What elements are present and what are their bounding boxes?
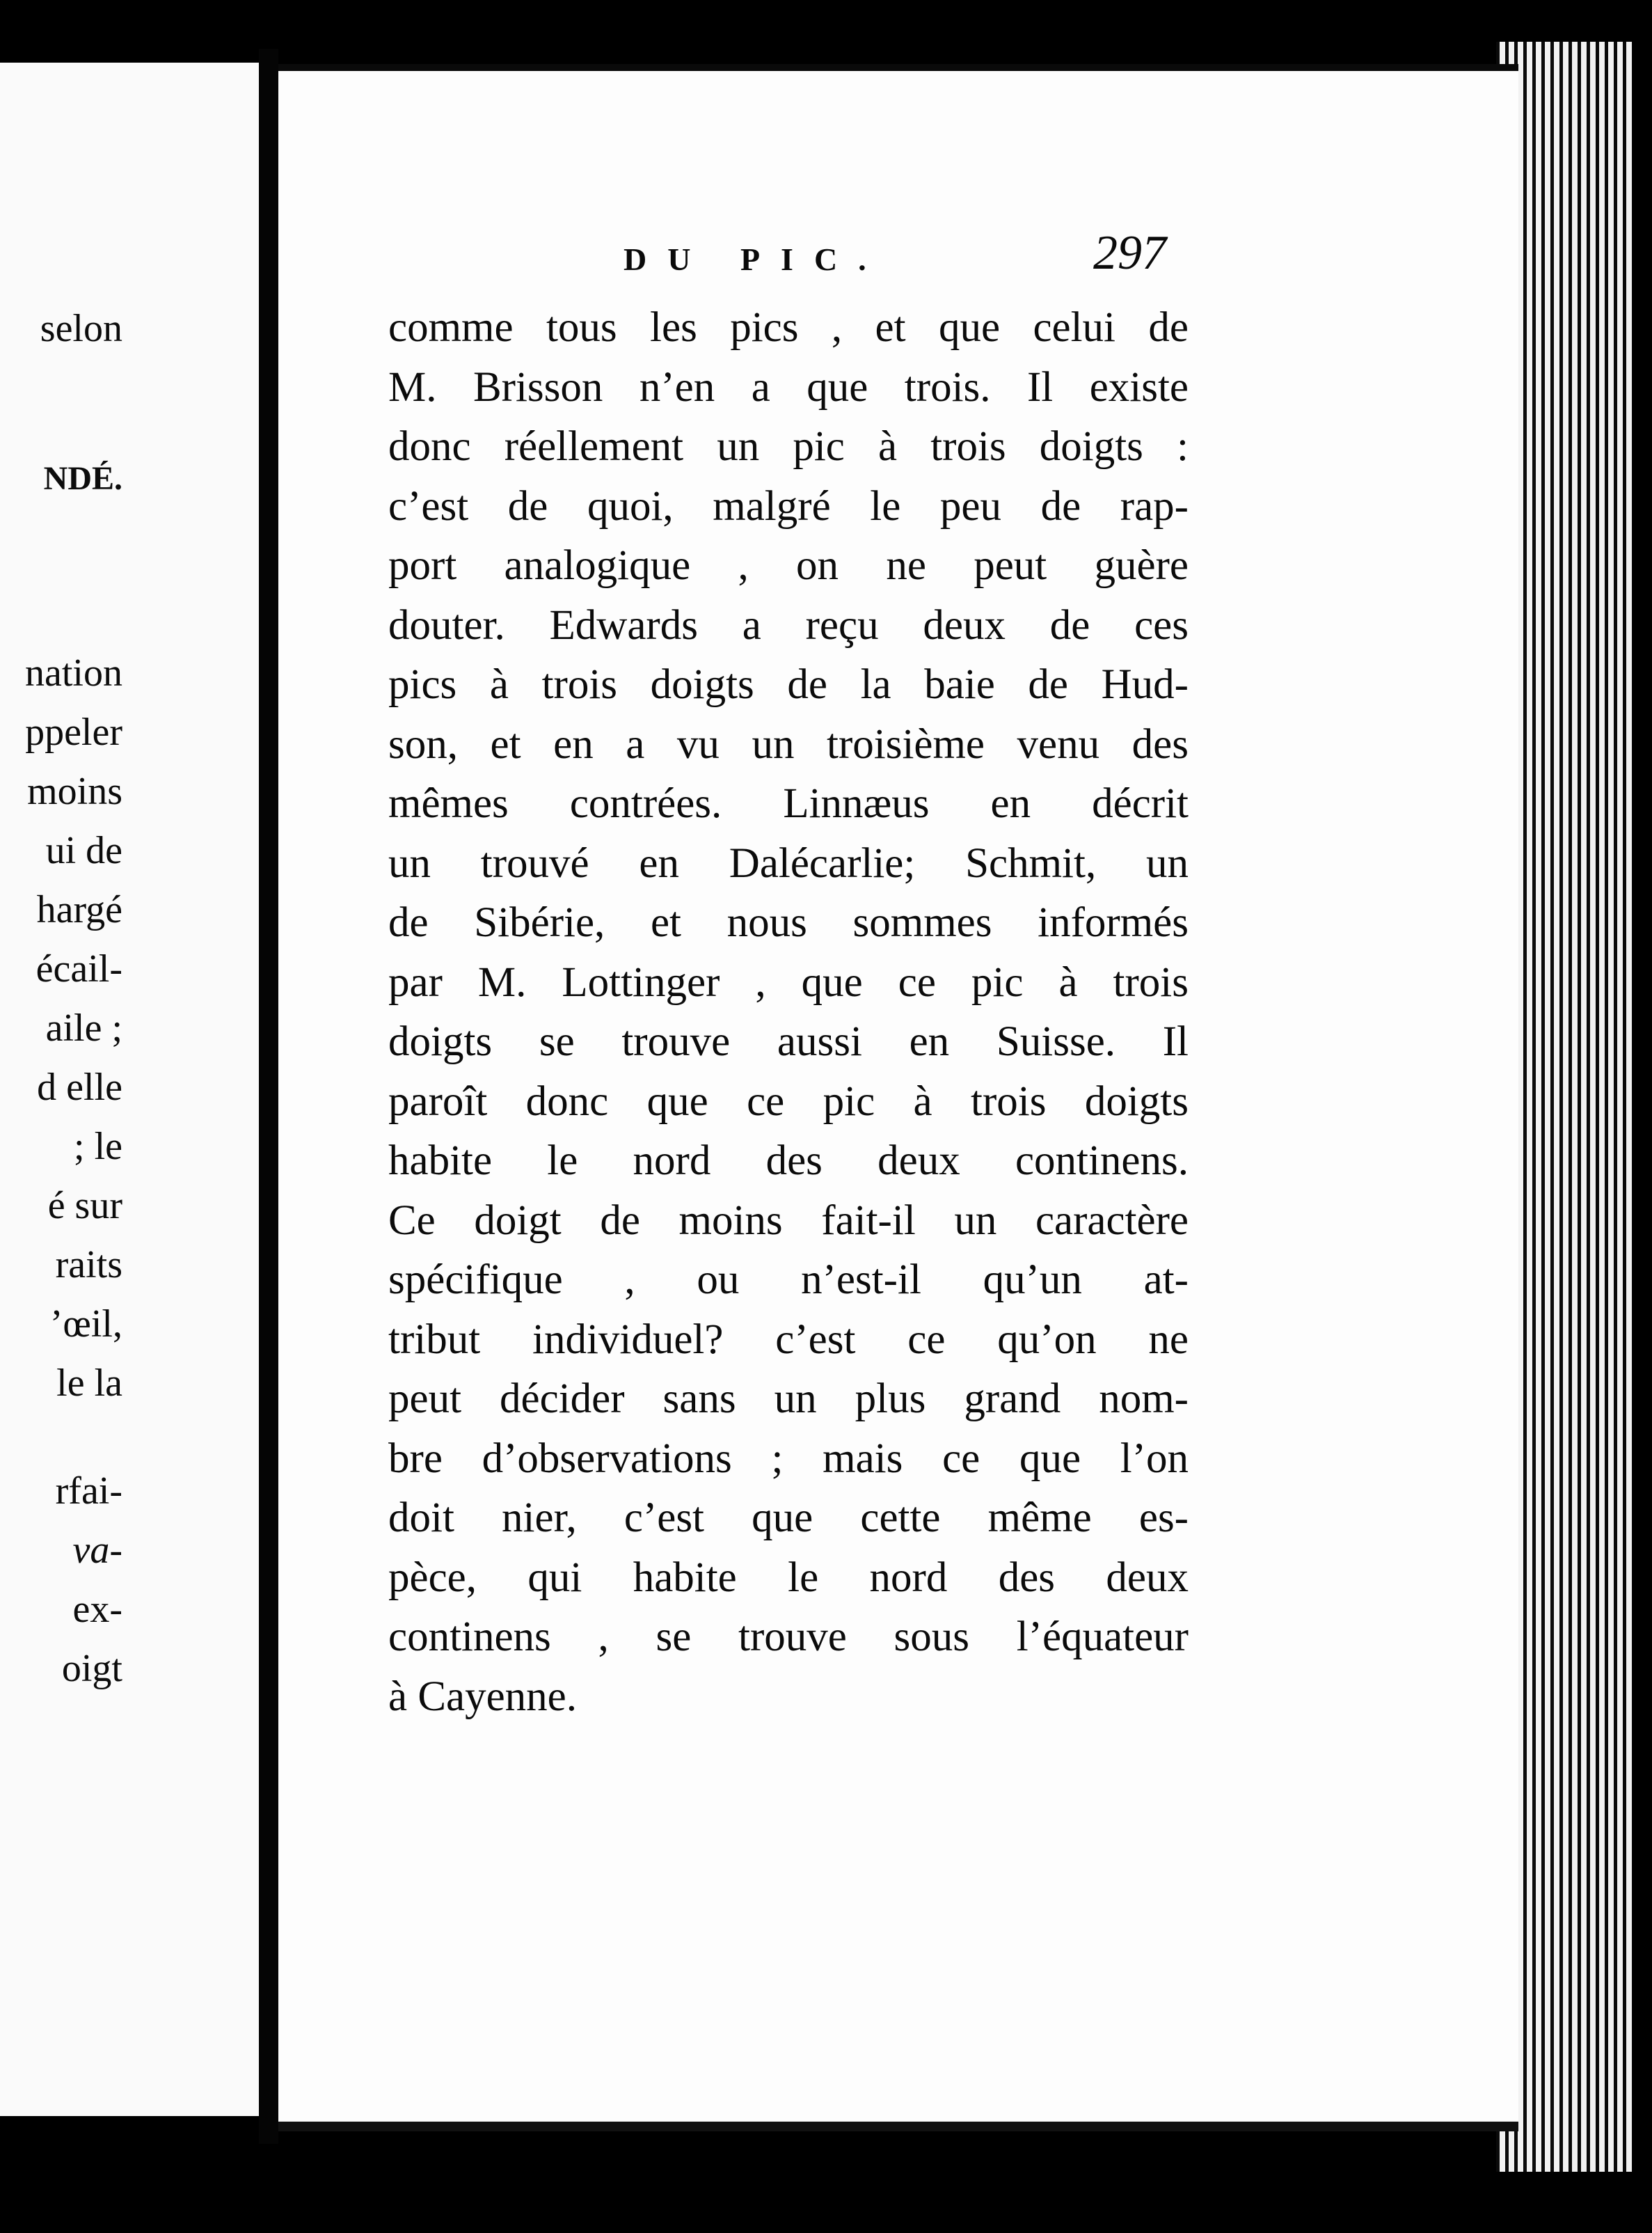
text-line: pèce, qui habite le nord des deux: [388, 1554, 1189, 1601]
running-head-title: DU PIC.: [624, 242, 887, 277]
body-text: [388, 298, 1189, 1726]
facing-page-line: é sur: [47, 1184, 122, 1227]
facing-page-line: raits: [55, 1243, 122, 1286]
facing-page-line: le la: [56, 1362, 122, 1405]
text-line: paroît donc que ce pic à trois doigts: [388, 1078, 1189, 1125]
facing-page-line: NDÉ.: [43, 460, 122, 497]
text-line: doigts se trouve aussi en Suisse. Il: [388, 1018, 1189, 1065]
text-line: habite le nord des deux continens.: [388, 1137, 1189, 1184]
text-line: port analogique , on ne peut guère: [388, 542, 1189, 589]
facing-page-line: ; le: [74, 1125, 122, 1168]
text-line: à Cayenne.: [388, 1673, 577, 1720]
facing-page-line: oigt: [61, 1647, 122, 1690]
facing-page-line: d elle: [37, 1066, 122, 1109]
book-gutter: [259, 49, 278, 2144]
facing-page-line: ui de: [45, 829, 122, 872]
text-line: continens , se trouve sous l’équateur: [388, 1613, 1189, 1660]
text-line: mêmes contrées. Linnæus en décrit: [388, 780, 1189, 827]
text-line: doit nier, c’est que cette même es-: [388, 1494, 1189, 1541]
facing-page-line: ppeler: [25, 711, 122, 754]
text-line: M. Brisson n’en a que trois. Il existe: [388, 363, 1189, 411]
text-line: donc réellement un pic à trois doigts :: [388, 423, 1189, 470]
text-line: un trouvé en Dalécarlie; Schmit, un: [388, 839, 1189, 887]
text-line: Ce doigt de moins fait-il un caractère: [388, 1197, 1189, 1244]
text-line: c’est de quoi, malgré le peu de rap-: [388, 482, 1189, 530]
page-number: 297: [1093, 226, 1166, 280]
facing-page-line: va-: [72, 1529, 122, 1572]
text-line: pics à trois doigts de la baie de Hud-: [388, 661, 1189, 708]
facing-page-line: moins: [27, 770, 122, 813]
text-line: tribut individuel? c’est ce qu’on ne: [388, 1316, 1189, 1363]
facing-page-line: écail-: [35, 947, 122, 991]
text-line: comme tous les pics , et que celui de: [388, 304, 1189, 351]
text-line: son, et en a vu un troisième venu des: [388, 720, 1189, 768]
facing-page-line: ex-: [72, 1588, 122, 1631]
text-line: peut décider sans un plus grand nom-: [388, 1375, 1189, 1422]
running-head: [624, 226, 1166, 297]
text-line: spécifique , ou n’est-il qu’un at-: [388, 1256, 1189, 1303]
facing-page-line: hargé: [36, 888, 122, 931]
facing-page-line: ’œil,: [49, 1302, 122, 1346]
text-line: de Sibérie, et nous sommes informés: [388, 899, 1189, 946]
text-line: douter. Edwards a reçu deux de ces: [388, 601, 1189, 649]
facing-page-fragment: [0, 63, 259, 2116]
facing-page-line: nation: [25, 652, 122, 695]
facing-page-line: selon: [40, 307, 122, 350]
facing-page-line: aile ;: [45, 1007, 122, 1050]
text-line: par M. Lottinger , que ce pic à trois: [388, 958, 1189, 1006]
facing-page-line: rfai-: [55, 1469, 122, 1513]
text-line: bre d’observations ; mais ce que l’on: [388, 1435, 1189, 1482]
